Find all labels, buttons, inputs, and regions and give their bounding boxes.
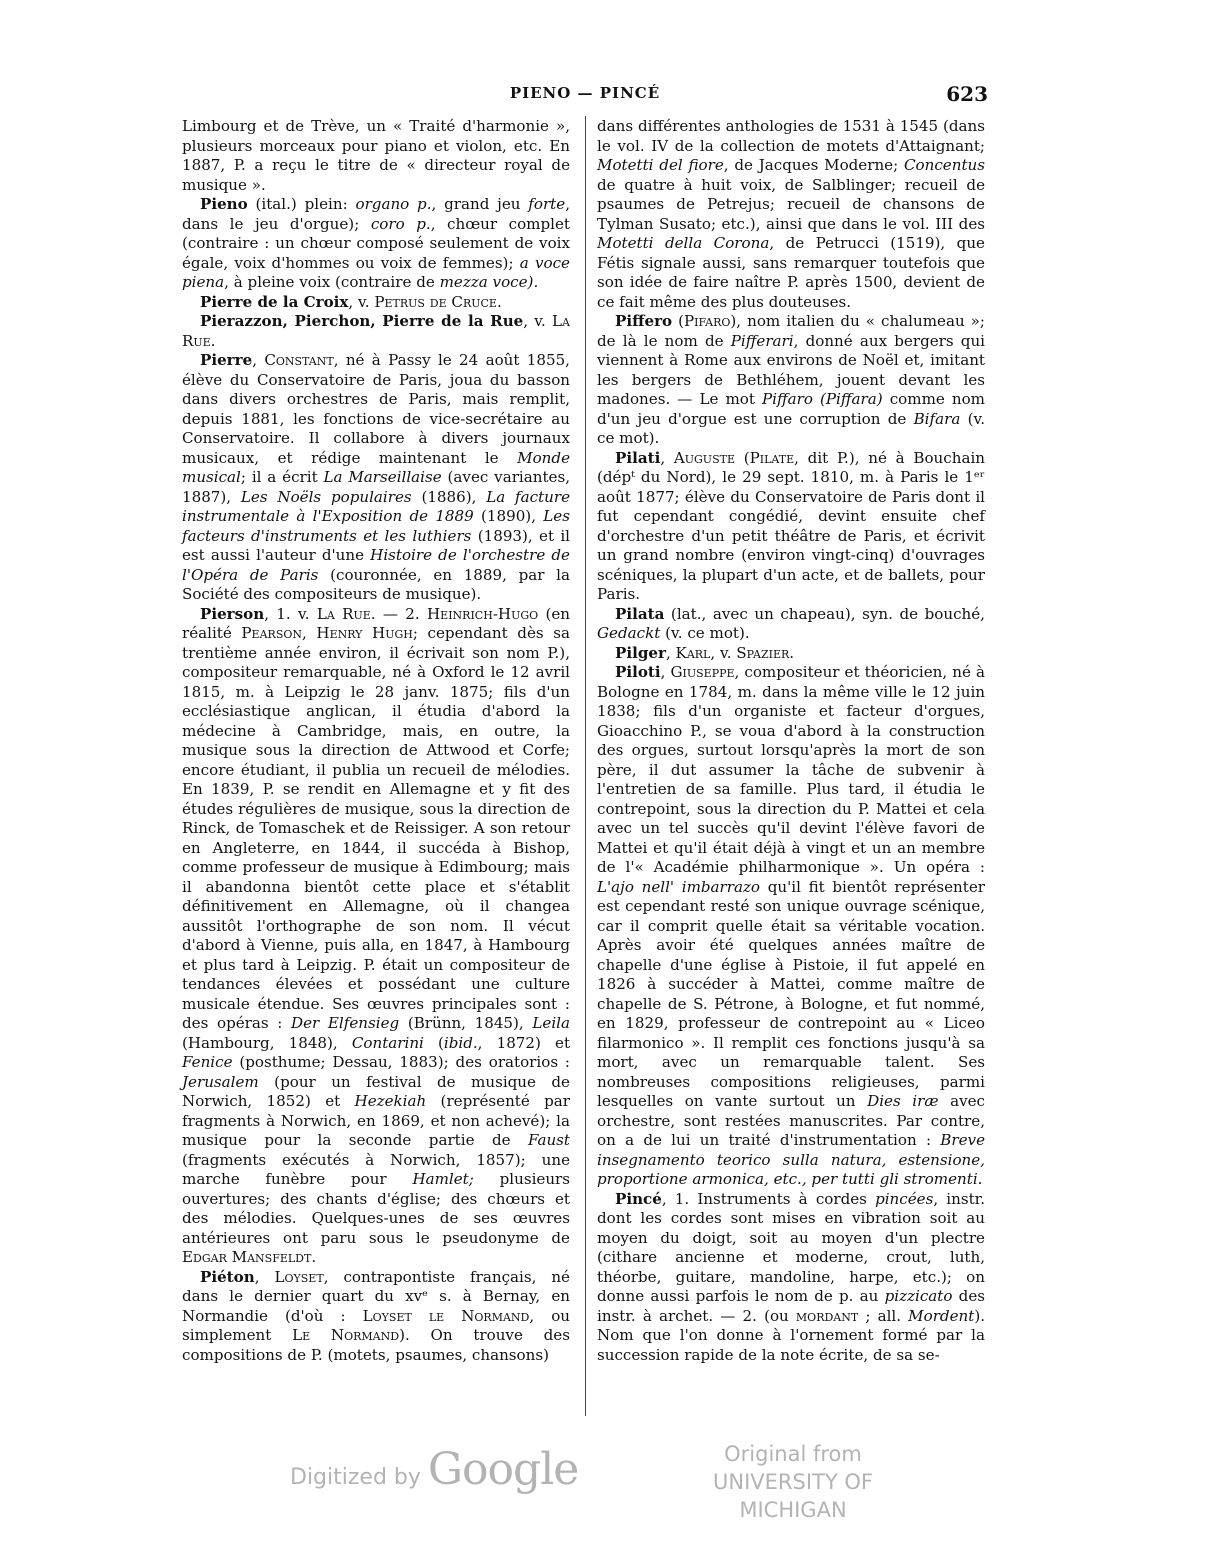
entry-text: de quatre à huit voix, de Salblinger; recueil de psaumes de Petrejus; recueil de chansons de Tylman Susato; etc.), ainsi que dans le vol. III des (597, 175, 985, 233)
entry-text: (Hambourg, 1848), (182, 1033, 352, 1052)
entry-text: Bifara (913, 409, 961, 428)
continued-paragraph (597, 117, 985, 312)
entry-text: (v. ce mot). (660, 624, 750, 642)
entry-text: ; il a écrit (240, 468, 324, 486)
entry-text: (en réalité (182, 604, 571, 642)
entry-text: Breve insegnamento teorico sulla natura, estensione, proportione armonica, etc., per tutti gli stromenti. (597, 1131, 985, 1188)
entry-text: ; cependant dès sa trentième année environ, il écrivait son nom P.), compositeur remarquable, né à Oxford le 12 avril 1815, m. à Leipzig le 28 janv. 1875; fils d'un ecclésiastique anglican, il étudia d'abord la médecine à Cambridge, mais, en outre, la musique sous la direction de Attwood et Corfe; encore étudiant, il publia un recueil de mélodies. En 1839, P. se rendit en Allemagne et y fit des études régulières de musique, sous la direction de Rinck, de Tomaschek et de Reissiger. A son retour en Angleterre, en 1844, il succéda à Bishop, comme professeur de musique à Edimbourg; mais il abandonna bientôt cette place et s'établit définitivement en Allemagne, où il changea aussitôt l'orthographe de son nom. Il vécut d'abord à Vienne, puis alla, en 1847, à Hambourg et plus tard à Leipzig. P. était un compositeur de tendances élevées et possédant une culture musicale étendue. Ses œuvres principales sont : des opéras : (182, 624, 570, 1032)
entry-text: (avec variantes, 1887), (182, 468, 570, 506)
entry-text: organo p. (355, 195, 432, 213)
entry-headword: Pincé (615, 1189, 662, 1208)
entry-text: , (252, 351, 265, 369)
dictionary-entry (597, 449, 985, 605)
entry-text: ( (423, 1033, 444, 1052)
entry-text: (couronnée, en 1889, par la Société des compositeurs de musique). (182, 565, 570, 603)
entry-text: comme nom d'un jeu d'orgue est une corruption de (597, 390, 985, 428)
entry-text: Limbourg et de Trève, un « Traité d'harmonie », plusieurs morceaux pour piano et violon, etc. En 1887, P. a reçu le titre de « directeur royal de musique ». (182, 117, 570, 194)
entry-headword: Piffero (615, 312, 673, 330)
dictionary-entry (182, 1268, 570, 1366)
entry-text: Hezekiah (354, 1092, 427, 1110)
entry-text: (représenté par fragments à Norwich, en 1869, et non achevé); la musique pour la seconde partie de (182, 1092, 571, 1149)
entry-text: , v. (348, 292, 375, 311)
entry-text: (v. ce mot). (597, 409, 985, 447)
entry-text: Contarini (351, 1033, 424, 1052)
entry-text: , dans le jeu d'orgue); (182, 195, 570, 233)
entry-text: Mordent (908, 1306, 975, 1325)
original-line2: UNIVERSITY OF MICHIGAN (713, 1470, 873, 1522)
entry-text: (posthume; Dessau, 1883); des oratorios : (232, 1053, 570, 1071)
running-head: PIENO — PINCÉ (509, 84, 661, 102)
entry-text: Heinrich-Hugo (427, 604, 539, 623)
entry-text: . — 2. (370, 604, 428, 623)
entry-text: , v. (523, 312, 553, 330)
entry-text: , instr. dont les cordes sont mises en vibration soit au moyen du doigt, soit au moyen d'un plectre (cithare ancienne et moderne, crout, luth, théorbe, guitare, mandoline, harpe, etc.); on donne aussi parfois le nom de p. au (597, 1189, 985, 1305)
entry-headword: Pilata (615, 604, 665, 623)
entry-headword: Pilati (615, 448, 661, 467)
entry-text: La Rue (316, 604, 371, 623)
entry-text: Giuseppe (670, 663, 735, 681)
entry-text: Loyset le Normand (362, 1306, 530, 1325)
entry-headword: Pilger (615, 643, 666, 662)
dictionary-entry (182, 312, 570, 351)
entry-text: (1893), et il est aussi l'auteur d'une (182, 526, 570, 564)
entry-text: Loyset (274, 1267, 324, 1286)
entry-headword: Pieno (200, 195, 248, 213)
entry-text: (1886), (411, 487, 487, 506)
entry-text: , (660, 663, 671, 681)
entry-text: Leila (532, 1014, 570, 1032)
dictionary-entry (597, 663, 985, 1190)
entry-text: La Marseillaise (323, 468, 442, 486)
dictionary-entry (182, 293, 570, 313)
entry-text: Pearson, Henry Hugh (241, 624, 413, 642)
entry-text: Jerusalem (182, 1072, 259, 1091)
entry-text: Pilate (749, 448, 795, 467)
google-logo: Google (427, 1444, 579, 1495)
entry-text: qu'il fit bientôt représenter est cependant resté son unique ouvrage scénique, car il comprit quelle était sa véritable vocation. Après avoir été quelques années maître de chapelle d'une église à Pistoie, il fut appelé en 1826 à succéder à Mattei, comme maître de chapelle de S. Pétrone, à Bologne, et fut nommé, en 1829, professeur de contrepoint au « Liceo filarmonico ». Il remplit ces fonctions jusqu'à sa mort, avec un remarquable talent. Ses nombreuses compositions religieuses, parmi lesquelles on vante surtout un (597, 877, 985, 1110)
entry-text: Les facteurs d'instruments et les luthiers (182, 507, 570, 545)
digitized-by-watermark (290, 1444, 578, 1495)
entry-text: , né à Passy le 24 août 1855, élève du Conservatoire de Paris, joua du basson dans divers orchestres de Paris, mais remplit, depuis 1881, les fonctions de vice-secrétaire au Conservatoire. Il collabore à divers journaux musicaux, et rédige maintenant le (182, 351, 570, 467)
entry-text: ). On trouve des compositions de P. (motets, psaumes, chansons) (182, 1326, 570, 1364)
entry-text: Hamlet; (412, 1170, 474, 1188)
column-divider (585, 116, 586, 1416)
entry-headword: Pierson (200, 604, 265, 623)
entry-text: ( (734, 448, 750, 467)
entry-text: ( (672, 312, 684, 330)
entry-headword: Pierazzon, Pierchon, Pierre de la Rue (200, 312, 524, 330)
entry-text: Pifferari (730, 331, 794, 350)
entry-text: , contrapontiste français, né dans le dernier quart du xvᵉ s. à Bernay, en Normandie (d'où : (182, 1267, 570, 1325)
entry-headword: Piloti (615, 663, 661, 681)
entry-text: Constant (264, 351, 334, 369)
entry-text: Pifaro (684, 312, 731, 330)
digitized-prefix: Digitized by (290, 1465, 421, 1490)
entry-text: Dies iræ (867, 1092, 939, 1110)
entry-text: Motetti del fiore (597, 156, 724, 174)
page-header (182, 84, 988, 108)
entry-text: , compositeur et théoricien, né à Bologne en 1784, m. dans la même ville le 12 juin 1838; fils d'un organiste et facteur d'orgues, Gioacchino P., se voua d'abord à la construction des orgues, surtout lorsqu'après la mort de son père, il dut assumer la tâche de subvenir à l'entretien de sa famille. Plus tard, il étudia le contrepoint, sous la direction du P. Mattei et cela avec un tel succès qu'il devint l'élève favori de Mattei et qu'il était déjà à vingt et un an membre de l'« Académie philharmonique ». Un opéra : (597, 663, 985, 876)
entry-text: (Brünn, 1845), (399, 1014, 533, 1032)
entry-text: pincées (875, 1189, 934, 1208)
entry-text: , chœur complet (contraire : un chœur composé seulement de voix égale, voix d'hommes ou voix de femmes); (182, 214, 570, 272)
entry-text: ). Nom que l'on donne à l'ornement formé par la succession rapide de la note écrite, de sa se- (597, 1306, 985, 1364)
entry-text: Piffaro (Piffara) (761, 390, 883, 408)
entry-text: , ou simplement (182, 1306, 571, 1344)
continued-paragraph (182, 117, 570, 195)
entry-text: a voce piena (182, 253, 570, 291)
dictionary-entry (182, 605, 570, 1268)
entry-text: , (665, 643, 676, 662)
entry-text: forte (528, 195, 566, 213)
entry-text: avec orchestre, sont restées manuscrites. Par contre, on a de lui un traité d'instrumentation : (597, 1092, 985, 1149)
entry-text: , 1. Instruments à cordes (661, 1189, 876, 1208)
entry-text: plusieurs ouvertures; des chants d'église; des chœurs et des mélodies. Quelques-unes de ses œuvres antérieures ont paru sous le pseudonyme de (182, 1170, 571, 1247)
entry-text: des instr. à archet. — 2. (ou (597, 1287, 986, 1325)
entry-text: (lat., avec un chapeau), syn. de bouché, (664, 604, 985, 623)
dictionary-entry (597, 312, 985, 449)
entry-text: ; all. (858, 1306, 909, 1325)
entry-text: Monde musical (182, 448, 570, 486)
entry-text: Karl (675, 643, 711, 662)
original-from-watermark (668, 1440, 918, 1524)
entry-text: La Rue. (182, 312, 570, 350)
entry-text: Les Noëls populaires (240, 487, 412, 506)
entry-text: , de Petrucci (1519), que Fétis signale aussi, sans remarquer toutefois que son idée de faire naître P. après 1500, devient de ce fait même des plus douteuses. (597, 234, 985, 311)
entry-text: , (660, 448, 674, 467)
entry-text: , 1872) et (477, 1033, 571, 1052)
entry-text: Der Elfensieg (291, 1014, 400, 1032)
dictionary-entry (182, 195, 570, 293)
entry-text: , grand jeu (431, 195, 529, 213)
entry-text: mordant (795, 1306, 859, 1325)
entry-text: , à pleine voix (contraire de (224, 273, 440, 291)
original-line1: Original from (724, 1442, 862, 1466)
entry-text: coro p. (370, 214, 431, 233)
entry-text: mezza voce). (439, 273, 539, 291)
left-column (182, 117, 570, 1365)
right-column (597, 117, 985, 1365)
entry-headword: Piéton (200, 1267, 255, 1286)
entry-text: ibid. (443, 1033, 478, 1052)
entry-headword: Pierre (200, 351, 253, 369)
entry-text: (1890), (473, 507, 544, 525)
entry-text: , (254, 1267, 275, 1286)
entry-text: (pour un festival de musique de Norwich, 1852) et (182, 1072, 570, 1110)
dictionary-entry (597, 1190, 985, 1366)
entry-text: ), nom italien du « chalumeau »; de là le nom de (597, 312, 986, 350)
entry-text: Concentus (903, 156, 985, 174)
entry-text: Le Normand (292, 1326, 400, 1344)
entry-text: Petrus de Cruce. (374, 292, 502, 311)
entry-text: pizzicato (884, 1287, 953, 1305)
entry-text: (ital.) plein: (247, 195, 356, 213)
entry-headword: Pierre de la Croix (200, 292, 349, 311)
entry-text: Histoire de l'orchestre de l'Opéra de Paris (182, 546, 570, 584)
entry-text: L'ajo nell' imbarrazo (597, 877, 761, 896)
dictionary-entry (597, 605, 985, 644)
entry-text: Auguste (673, 448, 735, 467)
entry-text: Edgar Mansfeldt. (182, 1248, 317, 1266)
entry-text: , v. (710, 643, 737, 662)
entry-text: , de Jacques Moderne; (723, 156, 904, 174)
entry-text: , 1. v. (264, 604, 317, 623)
entry-text: , donné aux bergers qui viennent à Rome aux environs de Noël et, imitant les bergers de Bethléhem, jouent devant les madones. — Le mot (597, 331, 986, 408)
entry-text: , dit P.), né à Bouchain (dépᵗ du Nord), le 29 sept. 1810, m. à Paris le 1ᵉʳ août 1877; élève du Conservatoire de Paris dont il fut cependant congédié, devint ensuite chef d'orchestre d'un petit théâtre de Paris, et écrivit un grand nombre (environ vingt-cinq) d'ouvrages scéniques, la plupart d'un acte, et de ballets, pour Paris. (597, 448, 985, 603)
entry-text: Fenice (182, 1053, 233, 1071)
entry-text: Spazier. (736, 643, 795, 662)
dictionary-entry (597, 644, 985, 664)
entry-text: Faust (528, 1131, 570, 1149)
dictionary-entry (182, 351, 570, 605)
entry-text: La facture instrumentale à l'Exposition de 1889 (182, 487, 570, 525)
page-number: 623 (946, 82, 988, 106)
entry-text: (fragments exécutés à Norwich, 1857); une marche funèbre pour (182, 1150, 570, 1188)
entry-text: Gedackt (597, 624, 661, 642)
footer (0, 1430, 1207, 1522)
entry-text: Motetti della Corona (597, 234, 770, 252)
entry-text: dans différentes anthologies de 1531 à 1545 (dans le vol. IV de la collection de motets d'Attaignant; (597, 117, 985, 155)
